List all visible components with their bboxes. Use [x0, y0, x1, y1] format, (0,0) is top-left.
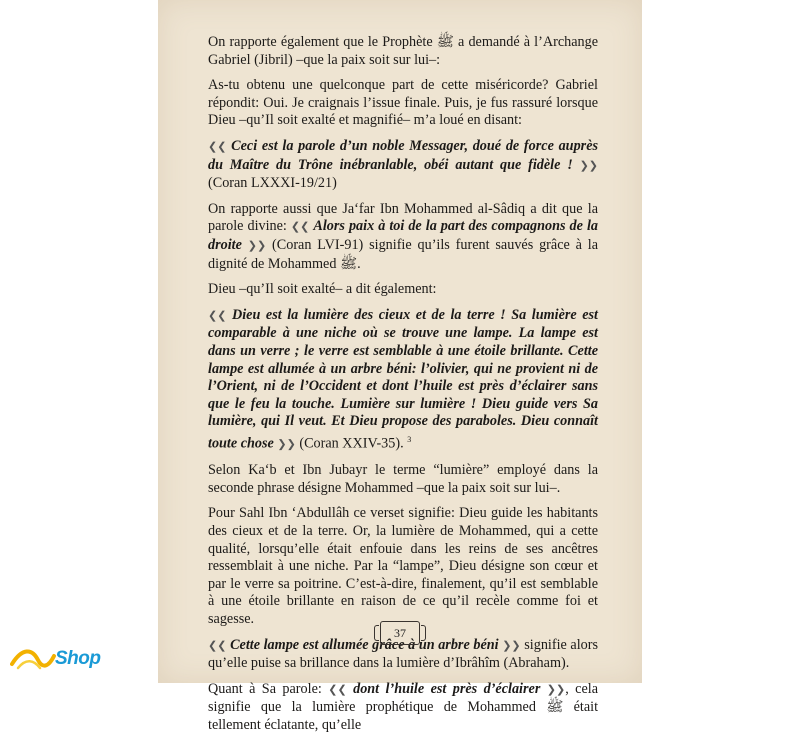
paragraph-5: Dieu –qu’Il soit exalté– a dit également:: [208, 281, 437, 298]
quote-open-ornament: ❮❮: [328, 683, 347, 696]
paragraph-8: Pour Sahl Ibn ‘Abdullâh ce verset signifie: Dieu guide les habitants des cieux et de la terre. Or, la lumière de Mohammed, qui a cette qualité, lorsqu’elle était enfouie dans les reins de ses ancêtres ressemblait à une niche. Par la “lampe”, Dieu désigne son cœur et par le verre sa poitrine. C’est-à-dire, finalement, qu’il est semblable à une étoile brillante en raison de ce qu’il recèle comme foi et sagesse.: [208, 505, 598, 627]
book-page: [158, 0, 642, 733]
paragraph-1: On rapporte également que le Prophète ﷺ a demandé à l’Archange Gabriel (Jibril) –que la paix soit sur lui–:: [208, 34, 598, 68]
paragraph-4-text-a: On rapporte aussi que Ja‘far Ibn Mohammed al-Sâdiq a dit que la parole divine:: [208, 200, 598, 235]
paragraph-10: [208, 681, 598, 735]
paragraph-10-text-b: , cela signifie que la lumière prophétique de Mohammed ﷺ était tellement éclatante, qu’elle: [208, 680, 599, 733]
footnote-marker: 3: [407, 434, 412, 444]
shop-logo: [10, 638, 130, 678]
paragraph-10-text-a: Quant à Sa parole:: [208, 680, 322, 697]
quote-close-ornament: ❯❯: [579, 159, 599, 172]
quran-quote-4: Cette lampe est allumée grâce à un arbre béni: [230, 636, 499, 653]
quote-open-ornament: ❮❮: [208, 639, 227, 652]
quran-quote-5: dont l’huile est près d’éclairer: [353, 680, 541, 697]
quran-reference-3: (Coran XXIV-35).: [299, 435, 404, 452]
quran-quote-3: Dieu est la lumière des cieux et de la terre ! Sa lumière est comparable à une niche où se trouve une lampe. La lampe est dans un verre ; le verre est semblable à une étoile brillante. Cette lampe est allumée à un arbre béni: l’olivier, qui ne provient ni de l’Orient, ni de l’Occident et dont l’huile est près d’éclairer sans que le feu la touche. Lumière sur lumière ! Dieu guide vers Sa lumière, qui Il veut. Et Dieu propose des paraboles. Dieu connaît toute chose: [208, 306, 598, 452]
paragraph-2: As-tu obtenu une quelconque part de cette miséricorde? Gabriel répondit: Oui. Je craignais l’issue finale. Puis, je fus rassuré lorsque Dieu –qu’Il soit exalté et magnifié– m’a loué en disant:: [208, 77, 598, 129]
paragraph-7: Selon Ka‘b et Ibn Jubayr le terme “lumière” employé dans la seconde phrase désigne Mohammed –que la paix soit sur lui–.: [208, 462, 598, 496]
paragraph-4-text-b: (Coran LVI-91) signifie qu’ils furent sauvés grâce à la dignité de Mohammed ﷺ.: [208, 236, 599, 272]
quote-open-ornament: ❮❮: [290, 221, 310, 234]
quote-open-ornament: ❮❮: [208, 309, 227, 322]
quote-close-ornament: ❯❯: [247, 239, 267, 252]
quote-close-ornament: ❯❯: [502, 639, 521, 652]
paragraph-4: [208, 201, 598, 273]
paragraph-9-text-b: signifie alors qu’elle puise sa brillance dans la lumière d’Ibrâhîm (Abraham).: [208, 636, 599, 672]
quote-close-ornament: ❯❯: [277, 438, 296, 451]
quran-quote-1: Ceci est la parole d’un noble Messager, doué de force auprès du Maître du Trône inébranlable, obéi autant que fidèle !: [208, 137, 599, 173]
quote-close-ornament: ❯❯: [546, 683, 566, 696]
quote-open-ornament: ❮❮: [208, 140, 227, 153]
paragraph-6: [208, 307, 598, 454]
quran-quote-2: Alors paix à toi de la part des compagnons de la droite: [208, 218, 599, 253]
logo-text: Shop: [55, 648, 101, 669]
quran-reference-1: (Coran LXXXI-19/21): [208, 175, 337, 192]
paragraph-3: [208, 138, 598, 193]
page-number: 37: [380, 621, 420, 645]
